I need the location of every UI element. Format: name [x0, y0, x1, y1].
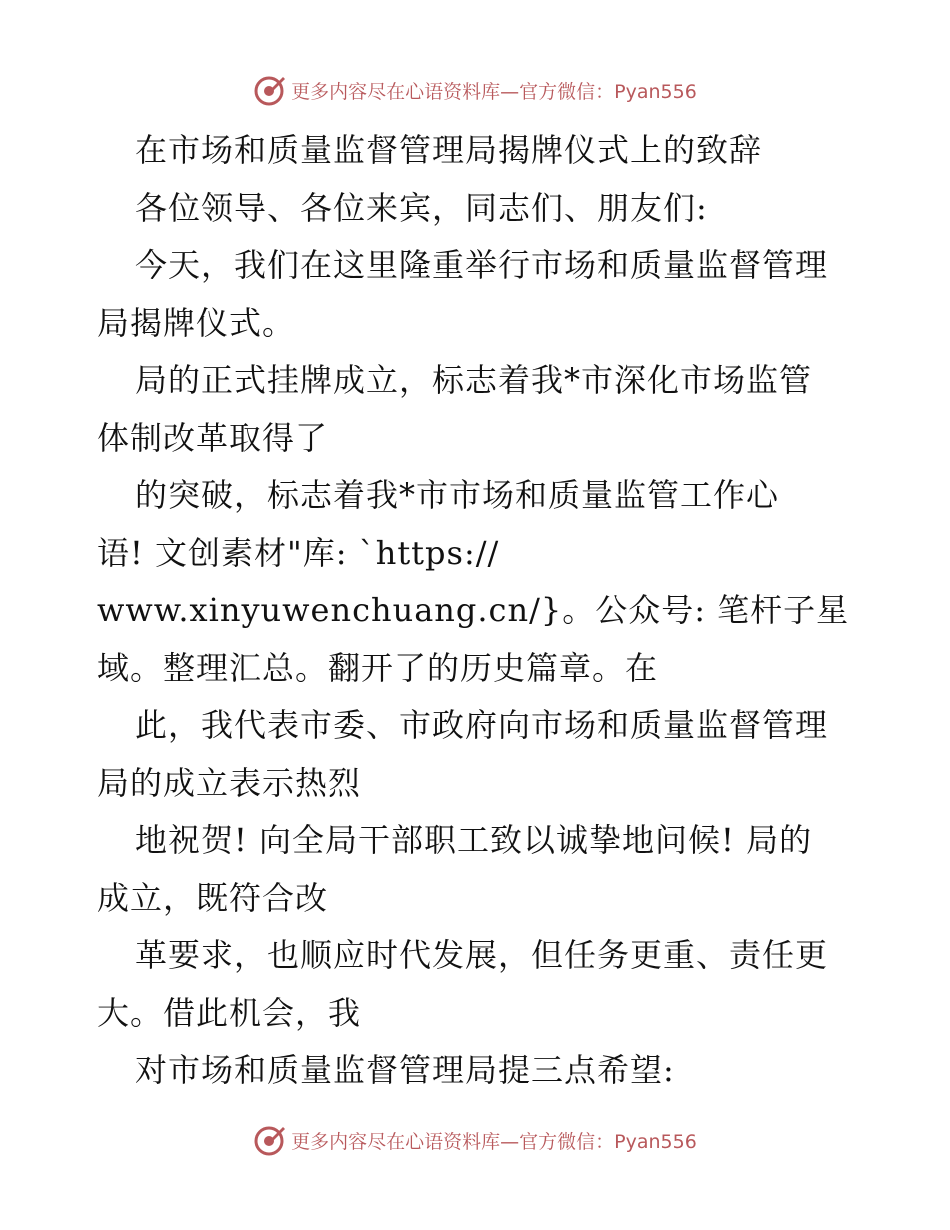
document-line: 体制改革取得了 [97, 418, 329, 457]
document-line: 地祝贺! 向全局干部职工致以诚挚地问候! 局的 [135, 821, 813, 859]
pen-logo-icon [253, 73, 287, 107]
document-line: 局的成立表示热烈 [97, 763, 362, 802]
document-line: 大。借此机会，我 [97, 993, 362, 1032]
document-body [97, 122, 857, 1100]
document-line: www.xinyuwenchuang.cn/}。公众号: 笔杆子星 [97, 591, 850, 629]
document-line: 今天，我们在这里隆重举行市场和质量监督管理 [135, 246, 829, 284]
document-line: 此，我代表市委、市政府向市场和质量监督管理 [135, 706, 829, 744]
document-line: 语! 文创素材"库: `https:// [97, 533, 500, 572]
watermark-header [0, 70, 950, 110]
document-line: 在市场和质量监督管理局揭牌仪式上的致辞 [135, 131, 763, 169]
document-line: 域。整理汇总。翻开了的历史篇章。在 [97, 648, 659, 687]
document-line: 局揭牌仪式。 [97, 303, 296, 342]
document-line: 的突破，标志着我*市市场和质量监管工作心 [135, 476, 780, 514]
document-line: 各位领导、各位来宾，同志们、朋友们: [135, 188, 708, 227]
watermark-text: 更多内容尽在心语资料库—官方微信：Pyan556 [291, 1130, 697, 1153]
document-line: 革要求，也顺应时代发展，但任务更重、责任更 [135, 936, 829, 974]
document-line: 对市场和质量监督管理局提三点希望: [135, 1051, 675, 1089]
document-line: 成立，既符合改 [97, 878, 329, 917]
document-line: 局的正式挂牌成立，标志着我*市深化市场监管 [135, 361, 813, 399]
watermark-footer [0, 1120, 950, 1160]
watermark-text: 更多内容尽在心语资料库—官方微信：Pyan556 [291, 80, 697, 103]
pen-logo-icon [253, 1123, 287, 1157]
